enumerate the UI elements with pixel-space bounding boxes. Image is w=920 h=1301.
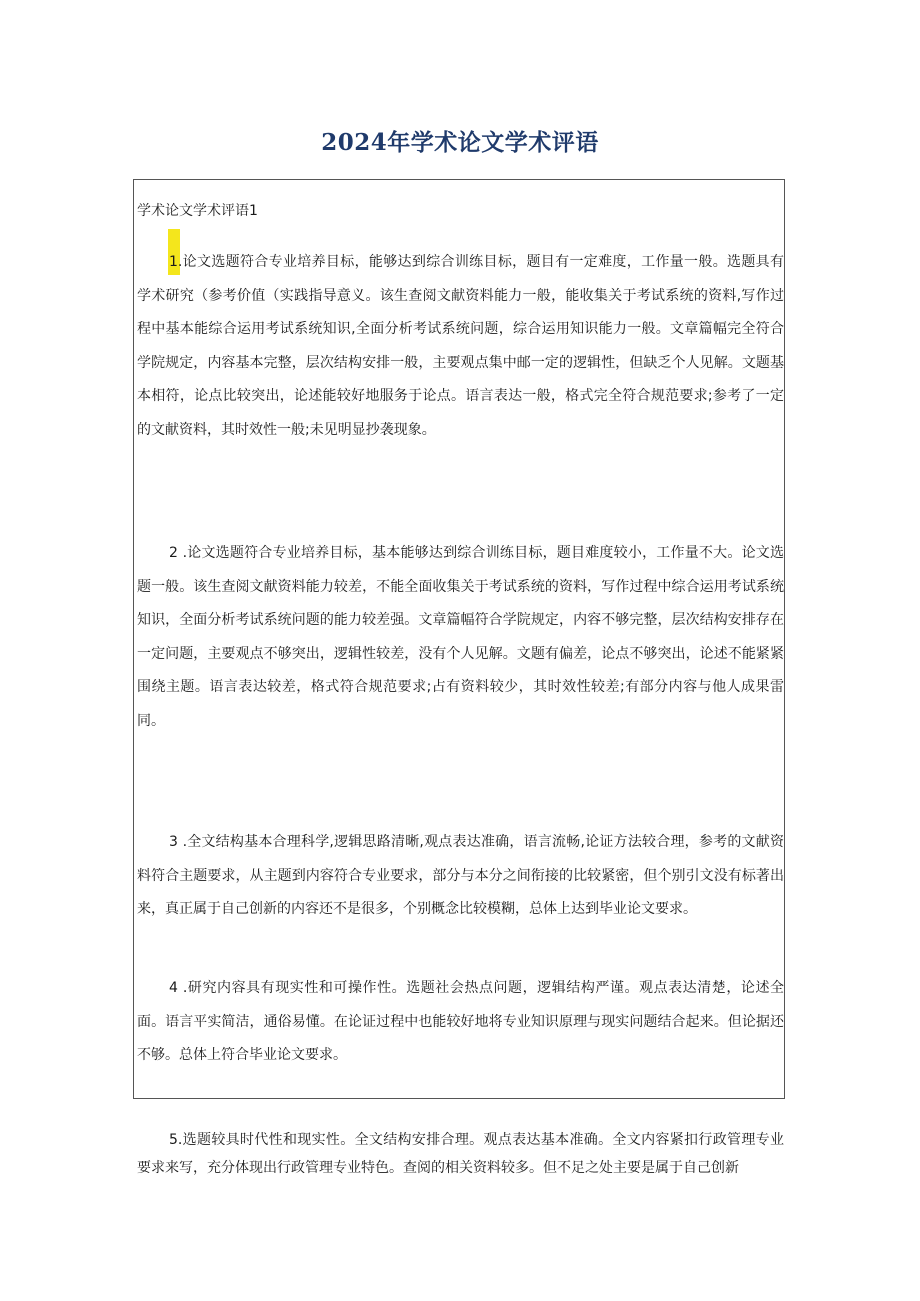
paragraph-2: 2 .论文选题符合专业培养目标，基本能够达到综合训练目标，题目难度较小，工作量不大。论文选题一般。该生查阅文献资料能力较差，不能全面收集关于考试系统的资料，写作过程中综合运用考试系统知识，全面分析考试系统问题的能力较差强。文章篇幅符合学院规定，内容不够完整，层次结构安排存在一定问题，主要观点不够突出，逻辑性较差，没有个人见解。文题有偏差，论点不够突出，论述不能紧紧围绕主题。语言表达较差，格式符合规范要求;占有资料较少，其时效性较差;有部分内容与他人成果雷同。	[137, 545, 784, 729]
document-title: 2024年学术论文学术评语	[321, 129, 599, 156]
paragraph-3: 3 .全文结构基本合理科学,逻辑思路清晰,观点表达准确，语言流畅,论证方法较合理，参考的文献资料符合主题要求，从主题到内容符合专业要求，部分与本分之间衔接的比较紧密，但个别引文没有标著出来，真正属于自己创新的内容还不是很多，个别概念比较模糊，总体上达到毕业论文要求。	[137, 834, 784, 917]
section-subtitle: 学术论文学术评语1	[137, 203, 258, 219]
paragraph-4: 4 .研究内容具有现实性和可操作性。选题社会热点问题，逻辑结构严谨。观点表达清楚，论述全面。语言平实简洁，通俗易懂。在论证过程中也能较好地将专业知识原理与现实问题结合起来。但论据还不够。总体上符合毕业论文要求。	[137, 980, 784, 1063]
paragraph-5: 5.选题较具时代性和现实性。全文结构安排合理。观点表达基本准确。全文内容紧扣行政管理专业要求来写，充分体现出行政管理专业特色。查阅的相关资料较多。但不足之处主要是属于自己创新	[137, 1132, 784, 1176]
paragraph-1: 1.论文选题符合专业培养目标，能够达到综合训练目标，题目有一定难度，工作量一般。选题具有学术研究（参考价值（实践指导意义。该生查阅文献资料能力一般，能收集关于考试系统的资料,写作过程中基本能综合运用考试系统知识,全面分析考试系统问题，综合运用知识能力一般。文章篇幅完全符合学院规定，内容基本完整，层次结构安排一般，主要观点集中邮一定的逻辑性，但缺乏个人见解。文题基本相符，论点比较突出，论述能较好地服务于论点。语言表达一般，格式完全符合规范要求;参考了一定的文献资料，其时效性一般;未见明显抄袭现象。	[137, 254, 784, 438]
